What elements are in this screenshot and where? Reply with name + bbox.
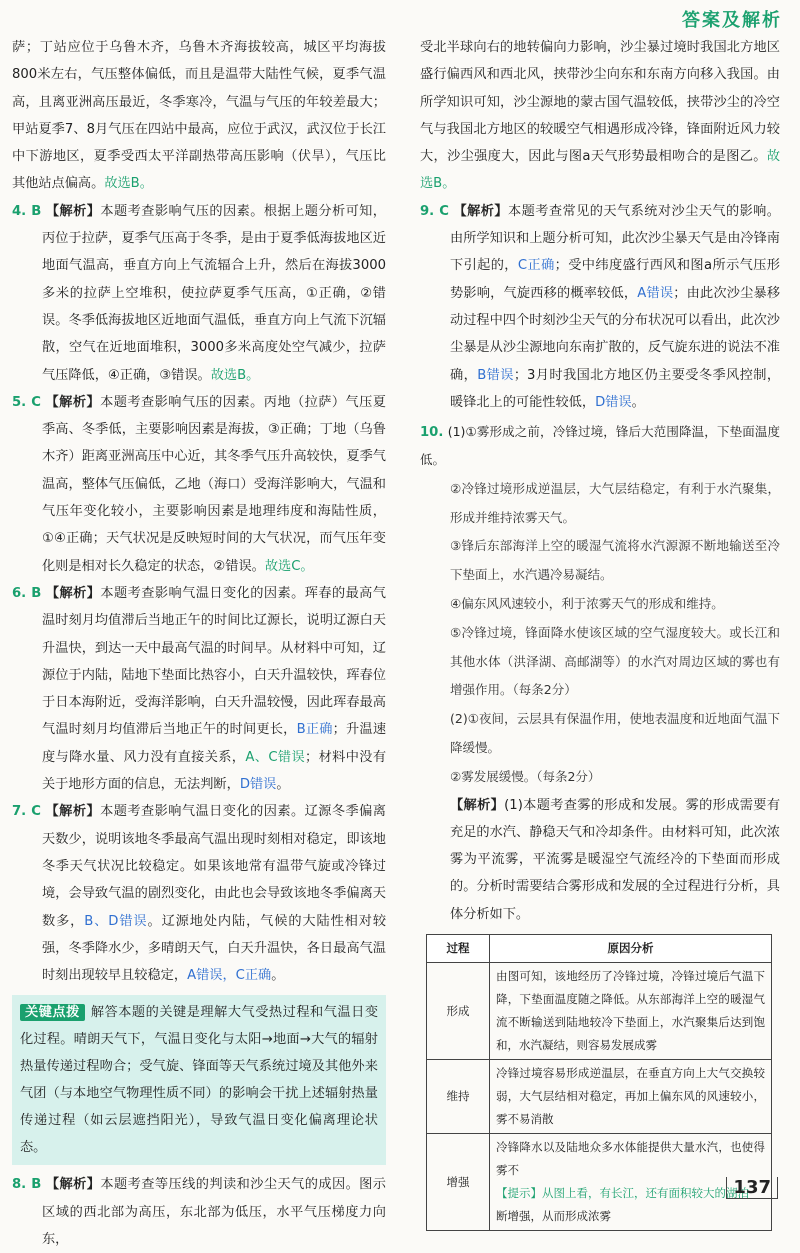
answer-10-item-2: ②冷锋过境形成逆温层，大气层结稳定，有利于水汽聚集，形成并维持浓雾天气。 bbox=[450, 480, 780, 525]
page-header: 答案及解析 bbox=[682, 10, 782, 31]
answer-10-analysis: 【解析】(1)本题考查雾的形成和发展。雾的形成需要有充足的水汽、静稳天气和冷却条件。由材料可知，此次浓雾为平流雾，平流雾是暖湿空气流经冷的下垫面而形成的。分析时需要结合雾形成和发展的全过程进行分析，具体分析如下。 bbox=[450, 797, 781, 922]
page-number: 137 bbox=[726, 1177, 778, 1199]
answer-7: 7. C 【解析】本题考查影响气温日变化的因素。辽源冬季偏离天数少，说明该地冬季最高气温出现时刻相对稳定，即该地冬季天气状况比较稳定。如果该地常有温带气旋或冷锋过境，会导致气温的剧烈变化，由此也会导致该地冬季偏离天数多，B、D错误。辽源地处内陆，气候的大陆性相对较强，冬季降水少，多晴朗天气，白天升温快，各日最高气温时刻出现较早且较稳定，A错误，C正确。 bbox=[12, 804, 387, 984]
answer-10-item-4: ④偏东风风速较小，利于浓雾天气的形成和维持。 bbox=[450, 595, 724, 611]
answer-10-part2-item-1: (2)①夜间，云层具有保温作用，使地表温度和近地面气温下降缓慢。 bbox=[450, 711, 780, 755]
answer-10-item-3: ③锋后东部海洋上空的暖湿气流将水汽源源不断地输送至冷下垫面上，水汽遇冷易凝结。 bbox=[450, 538, 780, 583]
answer-10-part2-item-2: ②雾发展缓慢。（每条2分） bbox=[450, 768, 601, 784]
table-header-reason: 原因分析 bbox=[490, 935, 772, 963]
table-cell-stage: 增强 bbox=[427, 1134, 490, 1231]
left-column bbox=[12, 34, 386, 1253]
table-cell-text: 冷锋过境容易形成逆温层，在垂直方向上大气交换较弱，大气层结相对稳定，再加上偏东风的风速较小，雾不易消散 bbox=[490, 1060, 772, 1134]
table-header-process: 过程 bbox=[427, 935, 490, 963]
right-column bbox=[420, 34, 780, 1231]
table-header-row bbox=[427, 935, 772, 963]
table-row bbox=[427, 1060, 772, 1134]
answer-6: 6. B 【解析】本题考查影响气温日变化的因素。珲春的最高气温时刻月均值滞后当地正午的时间比辽源长，说明辽源白天升温快，到达一天中最高气温的时间早。从材料中可知，辽源位于内陆，陆地下垫面比热容小，白天升温较快，珲春位于日本海附近，受海洋影响，白天升温较慢，因此珲春最高气温时刻月均值滞后当地正午的时间更长，B正确；升温速度与降水量、风力没有直接关系，A、C错误；材料中没有关于地形方面的信息，无法判断，D错误。 bbox=[12, 585, 387, 793]
answer-5: 5. C 【解析】本题考查影响气压的因素。丙地（拉萨）气压夏季高、冬季低，主要影响因素是海拔，③正确；丁地（乌鲁木齐）距离亚洲高压中心近，其冬季气压升高较快，夏季气温高，整体气压偏低，乙地（海口）受海洋影响大，气温和气压年变化较小，主要影响因素是地理纬度和海陆性质，①④正确；天气状况是反映短时间的大气状况，而气压年变化则是相对长久稳定的状态，②错误。故选C。 bbox=[12, 394, 386, 574]
table-row bbox=[427, 1134, 772, 1231]
key-tip-box: 关键点拨 解答本题的关键是理解大气受热过程和气温日变化过程。晴朗天气下，气温日变化与太阳→地面→大气的辐射热量传递过程吻合；受气旋、锋面等天气系统过境及其他外来气团（与本地空气物理性质不同）的影响会干扰上述辐射热量传递过程（如云层遮挡阳光），导致气温日变化偏离理论状态。 bbox=[12, 995, 386, 1165]
answer-10-heading: 10. (1)①雾形成之前，冷锋过境，锋后大范围降温，下垫面温度低。 bbox=[420, 424, 780, 468]
table-row bbox=[427, 963, 772, 1060]
answer-8-continued: 受北半球向右的地转偏向力影响，沙尘暴过境时我国北方地区盛行偏西风和西北风，挟带沙尘向东和东南方向移入我国。由所学知识可知，沙尘源地的蒙古国气温较低，挟带沙尘的冷空气与我国北方地区的较暖空气相遇形成冷锋，锋面附近风力较大，沙尘强度大，因此与图a天气形势最相吻合的是图乙。故选B。 bbox=[420, 40, 780, 192]
answer-9: 9. C 【解析】本题考查常见的天气系统对沙尘天气的影响。由所学知识和上题分析可知，此次沙尘暴天气是由冷锋南下引起的，C正确；受中纬度盛行西风和图a所示气压形势影响，气旋西移的概率较低，A错误；由此次沙尘暴移动过程中四个时刻沙尘天气的分布状况可以看出，此次沙尘暴是从沙尘源地向东南扩散的，反气旋东进的说法不准确，B错误；3月时我国北方地区仍主要受冬季风控制，暖锋北上的可能性较低，D错误。 bbox=[420, 203, 781, 410]
table-cell-text: 冷锋降水以及陆地众多水体能提供大量水汽，也使得雾不 【提示】从图上看，有长江，还有面积较大的湖泊 断增强，从而形成浓雾 bbox=[490, 1134, 772, 1231]
answer-8: 8. B 【解析】本题考查等压线的判读和沙尘天气的成因。图示区域的西北部为高压，东北部为低压，水平气压梯度力向东， bbox=[12, 1177, 386, 1247]
table-cell-stage: 形成 bbox=[427, 963, 490, 1060]
answer-4: 4. B 【解析】本题考查影响气压的因素。根据上题分析可知，丙位于拉萨，夏季气压高于冬季，是由于夏季低海拔地区近地面气温高，垂直方向上气流辐合上升，然后在海拔3000多米的拉萨上空堆积，使拉萨夏季气压高，①正确，②错误。冬季低海拔地区近地面气温低，垂直方向上气流下沉辐散，空气在近地面堆积，3000多米高度处空气减少，拉萨气压降低，④正确，③错误。故选B。 bbox=[12, 203, 386, 383]
answer-10-item-5: ⑤冷锋过境，锋面降水使该区域的空气湿度较大。或长江和其他水体（洪泽湖、高邮湖等）的水汽对周边区域的雾也有增强作用。（每条2分） bbox=[450, 624, 780, 698]
table-cell-stage: 维持 bbox=[427, 1060, 490, 1134]
fog-analysis-table bbox=[426, 934, 772, 1231]
hint-note: 【提示】从图上看，有长江，还有面积较大的湖泊 bbox=[496, 1186, 749, 1200]
table-cell-text: 由图可知，该地经历了冷锋过境，冷锋过境后气温下降，下垫面温度随之降低。从东部海洋上空的暖湿气流不断输送到陆地较冷下垫面上，水汽聚集后达到饱和，水汽凝结，则容易发展成雾 bbox=[490, 963, 772, 1060]
key-tip-label: 关键点拨 bbox=[20, 1004, 85, 1021]
intro-paragraph: 萨；丁站应位于乌鲁木齐，乌鲁木齐海拔较高，城区平均海拔800米左右，气压整体偏低，而且是温带大陆性气候，夏季气温高，且离亚洲高压最近，冬季寒冷，气温与气压的年较差最大；甲站夏季7、8月气压在四站中最高，应位于武汉，武汉位于长江中下游地区，夏季受西太平洋副热带高压影响（伏旱），气压比其他站点偏高。故选B。 bbox=[12, 40, 386, 192]
